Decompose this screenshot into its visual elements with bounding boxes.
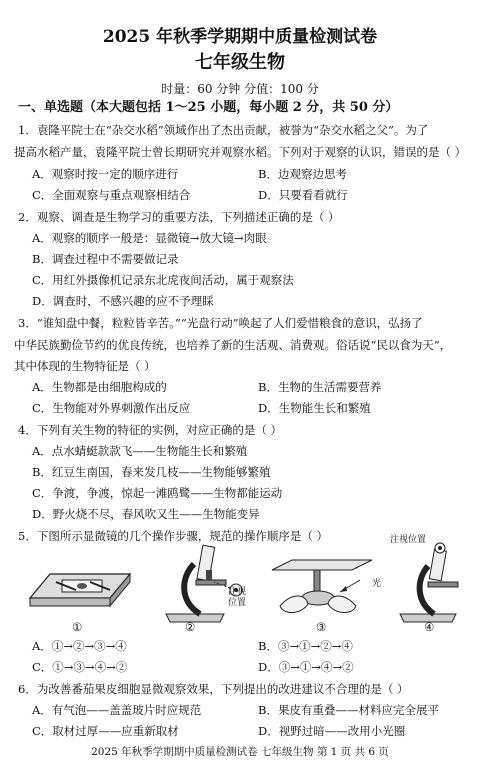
q2-option-c: C．用红外摄像机记录东北虎夜间活动，属于观察法: [32, 273, 294, 287]
q3-stem-line2: 中华民族勤俭节约的优良传统，也培养了新的生活观、消费观。俗话说“民以食为天”，: [14, 338, 452, 352]
q1-option-d: D．只要看看就行: [258, 188, 348, 202]
q6-stem: 6．为改善番茄果皮细胞显微观察效果，下列提出的改进建议不合理的是（ ）: [18, 682, 409, 696]
q1-stem-line1: 1．袁隆平院士在“杂交水稻”领域作出了杰出贡献，被誉为“杂交水稻之父”。为了: [18, 123, 429, 137]
q4-stem: 4．下列有关生物的特征的实例，对应正确的是（ ）: [18, 423, 282, 437]
page-footer: 2025 年秋季学期期中质量检测试卷 七年级生物 第 1 页 共 6 页: [91, 746, 389, 758]
q5-option-c: C．①→③→④→②: [32, 660, 128, 674]
q2-stem: 2．观察、调查是生物学习的重要方法，下列描述正确的是（ ）: [18, 210, 340, 224]
q4-option-a: A．点水蜻蜓款款飞——生物能生长和繁殖: [32, 444, 248, 458]
q5-option-b: B．③→①→②→④: [258, 639, 353, 653]
q2-option-b: B．调查过程中不需要做记录: [32, 252, 179, 266]
exam-subtitle: 七年级生物: [195, 52, 285, 73]
figure-number-3: ③: [316, 620, 327, 634]
exam-title: 2025 年秋季学期期中质量检测试卷: [102, 27, 378, 47]
q1-option-c: C．全面观察与重点观察相结合: [32, 188, 191, 202]
q3-option-a: A．生物都是由细胞构成的: [32, 380, 167, 394]
q4-option-b: B．红豆生南国，春来发几枝——生物能够繁殖: [32, 465, 271, 479]
q4-option-d: D．野火烧不尽，春风吹又生——生物能变异: [32, 507, 260, 521]
q6-option-b: B．果皮有重叠——材料应完全展平: [258, 703, 439, 717]
figure-stage-view: [26, 560, 134, 620]
q5-option-a: A．①→②→③→④: [32, 639, 127, 653]
figure-microscope-eyepiece: [390, 542, 474, 628]
q3-option-b: B．生物的生活需要营养: [258, 380, 382, 394]
figure-number-4: ④: [424, 620, 435, 634]
q6-option-c: C．取材过厚——应重新取材: [32, 724, 179, 738]
q3-option-d: D．生物能生长和繁殖: [258, 401, 371, 415]
q6-option-d: D．视野过暗——改用小光圈: [258, 724, 406, 738]
label-light: 光: [372, 579, 382, 589]
q5-stem: 5．下图所示显微镜的几个操作步骤，规范的操作顺序是（ ）: [18, 529, 328, 543]
q4-option-c: C．争渡，争渡，惊起一滩鸥鹭——生物都能运动: [32, 486, 283, 500]
label-watch-1: 注视: [228, 587, 247, 597]
figure-number-1: ①: [72, 620, 83, 634]
q3-option-c: C．生物能对外界刺激作出反应: [32, 401, 191, 415]
q1-stem-line2: 提高水稻产量，袁隆平院士曾长期研究并观察水稻。下列对于观察的认识，错误的是（ ）: [14, 145, 467, 159]
figure-adjust-mirror: [262, 556, 382, 620]
q2-option-a: A．观察的顺序一般是：显微镜→放大镜→肉眼: [32, 231, 267, 245]
figure-number-2: ②: [185, 620, 196, 634]
q6-option-a: A．有气泡——盖盖玻片时应规范: [32, 703, 202, 717]
q3-stem-line1: 3．“谁知盘中餐，粒粒皆辛苦。”“光盘行动”唤起了人们爱惜粮食的意识，弘扬了: [18, 316, 423, 330]
label-watch-2: 位置: [228, 598, 247, 608]
q1-option-a: A．观察时按一定的顺序进行: [32, 167, 179, 181]
q2-option-d: D．调查时，不感兴趣的应不予理睬: [32, 294, 214, 308]
q3-stem-line3: 其中体现的生物特征是（ ）: [14, 359, 156, 373]
q5-option-d: D．③→①→④→②: [258, 660, 354, 674]
q1-option-b: B．边观察边思考: [258, 167, 347, 181]
exam-meta: 时量：60 分钟 分值：100 分: [161, 82, 319, 96]
label-watch-position: 注视位置: [390, 535, 427, 545]
section-heading: 一、单选题（本大题包括 1～25 小题，每小题 2 分，共 50 分）: [18, 100, 399, 115]
